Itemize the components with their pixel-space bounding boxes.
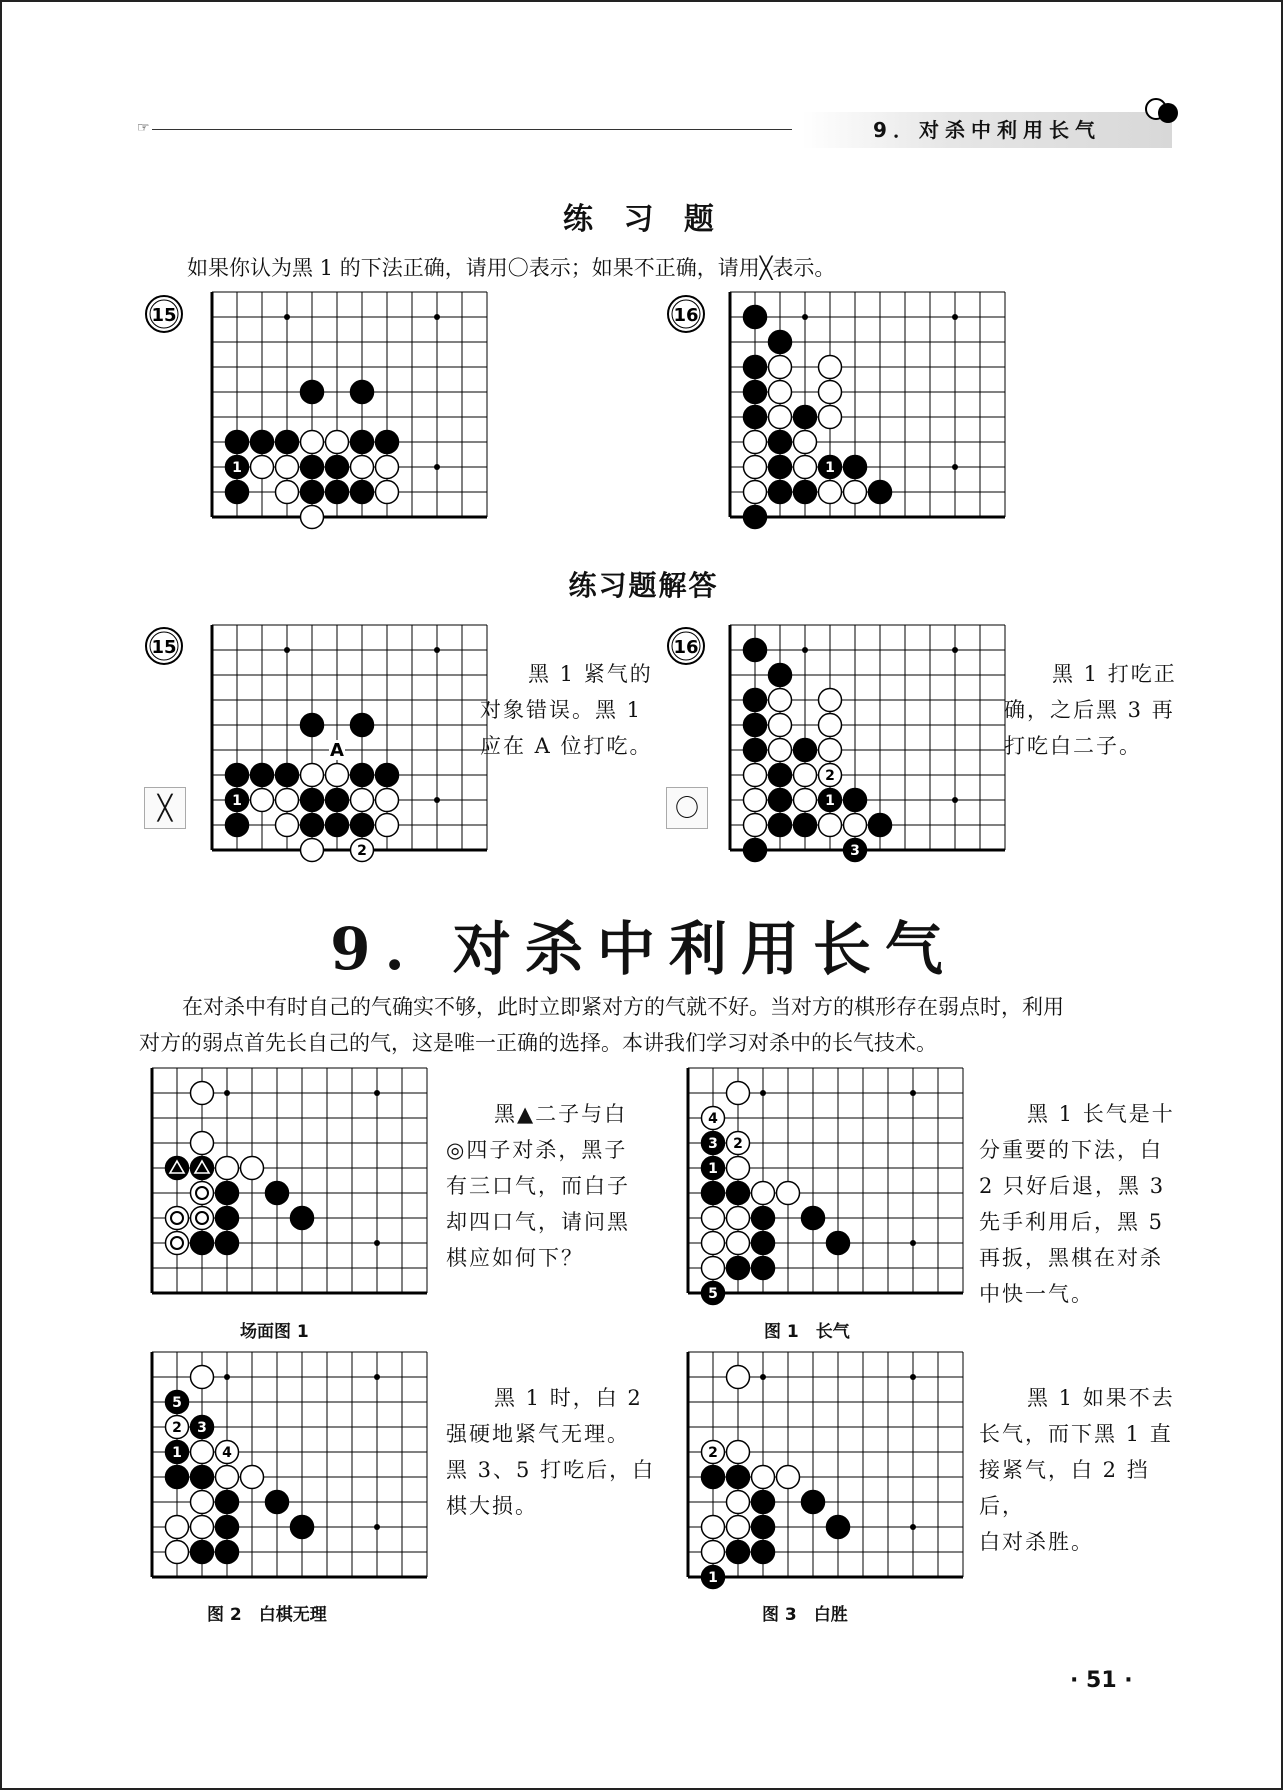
black-stone bbox=[351, 381, 374, 404]
board-figure-1 bbox=[678, 1060, 968, 1330]
black-stone bbox=[769, 814, 792, 837]
white-stone bbox=[191, 1132, 214, 1155]
black-stone bbox=[351, 764, 374, 787]
white-stone bbox=[819, 739, 842, 762]
black-stone bbox=[769, 456, 792, 479]
white-stone bbox=[276, 789, 299, 812]
star-point bbox=[434, 797, 440, 803]
white-stone bbox=[191, 1207, 214, 1230]
black-stone bbox=[226, 764, 249, 787]
white-stone bbox=[702, 1257, 725, 1280]
white-stone bbox=[376, 789, 399, 812]
white-stone bbox=[702, 1441, 725, 1464]
black-stone bbox=[769, 789, 792, 812]
star-point bbox=[374, 1090, 380, 1096]
black-stone bbox=[869, 481, 892, 504]
star-point bbox=[802, 314, 808, 320]
black-stone bbox=[727, 1182, 750, 1205]
star-point bbox=[374, 1240, 380, 1246]
star-point bbox=[760, 1374, 766, 1380]
white-stone bbox=[777, 1466, 800, 1489]
black-stone bbox=[752, 1232, 775, 1255]
svg-text:3: 3 bbox=[708, 1136, 718, 1152]
white-stone bbox=[376, 456, 399, 479]
board-problem-15 bbox=[202, 284, 492, 554]
white-stone bbox=[216, 1157, 239, 1180]
answer-15-number bbox=[143, 625, 185, 667]
white-stone bbox=[251, 789, 274, 812]
black-stone bbox=[727, 1541, 750, 1564]
svg-text:1: 1 bbox=[172, 1445, 182, 1461]
white-stone bbox=[241, 1466, 264, 1489]
black-stone bbox=[226, 456, 249, 479]
white-stone bbox=[727, 1366, 750, 1389]
white-stone bbox=[769, 689, 792, 712]
svg-text:2: 2 bbox=[172, 1420, 182, 1436]
svg-text:1: 1 bbox=[708, 1161, 718, 1177]
star-point bbox=[910, 1240, 916, 1246]
black-stone bbox=[794, 481, 817, 504]
black-stone bbox=[744, 406, 767, 429]
white-stone bbox=[744, 789, 767, 812]
star-point bbox=[952, 314, 958, 320]
white-stone bbox=[276, 814, 299, 837]
star-point bbox=[224, 1090, 230, 1096]
board-label bbox=[329, 740, 345, 761]
black-stone bbox=[744, 714, 767, 737]
answer-15-explanation: 黑 1 紧气的 对象错误。黑 1 应在 A 位打吃。 bbox=[480, 662, 653, 758]
white-stone bbox=[769, 714, 792, 737]
white-stone bbox=[769, 356, 792, 379]
black-stone bbox=[266, 1491, 289, 1514]
white-stone bbox=[769, 406, 792, 429]
running-title: 9．对杀中利用长气 bbox=[802, 112, 1172, 148]
black-stone bbox=[216, 1182, 239, 1205]
black-stone bbox=[769, 331, 792, 354]
black-stone bbox=[326, 481, 349, 504]
star-point bbox=[374, 1374, 380, 1380]
white-stone bbox=[241, 1157, 264, 1180]
white-stone bbox=[769, 381, 792, 404]
black-stone bbox=[266, 1182, 289, 1205]
white-stone bbox=[744, 814, 767, 837]
white-stone bbox=[276, 456, 299, 479]
black-stone bbox=[744, 739, 767, 762]
answers-title: 练习题解答 bbox=[568, 569, 719, 602]
white-stone bbox=[191, 1082, 214, 1105]
white-stone bbox=[794, 456, 817, 479]
white-stone bbox=[376, 481, 399, 504]
white-stone bbox=[191, 1366, 214, 1389]
header-dots-icon bbox=[1142, 97, 1182, 127]
white-stone bbox=[819, 356, 842, 379]
black-stone bbox=[702, 1466, 725, 1489]
black-stone bbox=[752, 1257, 775, 1280]
figure-3-explanation: 黑 1 如果不去 长气，而下黑 1 直 接紧气，白 2 挡后， 白对杀胜。 bbox=[979, 1386, 1175, 1554]
black-stone bbox=[702, 1132, 725, 1155]
white-stone bbox=[166, 1541, 189, 1564]
black-stone bbox=[702, 1157, 725, 1180]
black-stone bbox=[251, 764, 274, 787]
white-stone bbox=[702, 1232, 725, 1255]
white-stone bbox=[301, 431, 324, 454]
figure-2-explanation: 黑 1 时，白 2 强硬地紧气无理。 黑 3、5 打吃后，白 棋大损。 bbox=[446, 1386, 656, 1518]
board-answer-15 bbox=[202, 617, 492, 887]
star-point bbox=[284, 647, 290, 653]
svg-text:1: 1 bbox=[232, 460, 242, 476]
board-figure-2 bbox=[142, 1344, 432, 1614]
svg-text:A: A bbox=[330, 740, 344, 761]
black-stone bbox=[794, 814, 817, 837]
star-point bbox=[910, 1374, 916, 1380]
black-stone bbox=[727, 1257, 750, 1280]
section-title: 9. 对杀中利用长气 bbox=[330, 915, 957, 983]
black-stone bbox=[794, 406, 817, 429]
svg-text:2: 2 bbox=[825, 768, 835, 784]
white-stone bbox=[744, 456, 767, 479]
star-point bbox=[910, 1524, 916, 1530]
problem-15-number bbox=[143, 293, 185, 335]
white-stone bbox=[191, 1516, 214, 1539]
black-stone bbox=[351, 714, 374, 737]
white-stone bbox=[752, 1466, 775, 1489]
board-problem-16 bbox=[720, 284, 1010, 554]
black-stone bbox=[769, 431, 792, 454]
black-stone bbox=[191, 1541, 214, 1564]
white-stone bbox=[819, 764, 842, 787]
svg-text:3: 3 bbox=[850, 843, 860, 859]
black-stone bbox=[301, 456, 324, 479]
white-stone bbox=[326, 764, 349, 787]
black-stone bbox=[191, 1466, 214, 1489]
black-stone bbox=[827, 1232, 850, 1255]
white-stone bbox=[744, 431, 767, 454]
star-point bbox=[910, 1090, 916, 1096]
black-stone bbox=[301, 789, 324, 812]
header-ornament: ☞ bbox=[137, 120, 150, 136]
white-stone bbox=[794, 764, 817, 787]
star-point bbox=[434, 647, 440, 653]
black-stone bbox=[291, 1207, 314, 1230]
section-intro-line-2: 对方的弱点首先长自己的气，这是唯一正确的选择。本讲我们学习对杀中的长气技术。 bbox=[139, 1031, 937, 1055]
black-stone bbox=[276, 764, 299, 787]
white-stone bbox=[744, 481, 767, 504]
black-stone bbox=[376, 764, 399, 787]
white-stone bbox=[351, 789, 374, 812]
black-stone bbox=[226, 789, 249, 812]
black-stone bbox=[744, 306, 767, 329]
black-stone bbox=[752, 1491, 775, 1514]
svg-text:2: 2 bbox=[708, 1445, 718, 1461]
star-point bbox=[802, 647, 808, 653]
star-point bbox=[374, 1524, 380, 1530]
white-stone bbox=[301, 506, 324, 529]
svg-text:4: 4 bbox=[708, 1111, 718, 1127]
white-stone bbox=[819, 714, 842, 737]
black-stone bbox=[166, 1391, 189, 1414]
black-stone bbox=[744, 356, 767, 379]
svg-text:2: 2 bbox=[733, 1136, 743, 1152]
black-stone bbox=[376, 431, 399, 454]
white-stone bbox=[727, 1157, 750, 1180]
svg-text:1: 1 bbox=[708, 1570, 718, 1586]
black-stone bbox=[802, 1207, 825, 1230]
white-stone bbox=[777, 1182, 800, 1205]
white-stone bbox=[216, 1466, 239, 1489]
black-stone bbox=[226, 481, 249, 504]
answer-16-explanation: 黑 1 打吃正 确，之后黑 3 再 打吃白二子。 bbox=[1004, 662, 1177, 758]
white-stone bbox=[166, 1207, 189, 1230]
black-stone bbox=[769, 664, 792, 687]
white-stone bbox=[351, 839, 374, 862]
white-stone bbox=[276, 481, 299, 504]
black-stone bbox=[844, 456, 867, 479]
white-stone bbox=[819, 814, 842, 837]
white-stone bbox=[819, 406, 842, 429]
figure-1-caption: 图 1 长气 bbox=[764, 1322, 850, 1342]
black-stone bbox=[351, 481, 374, 504]
black-stone bbox=[744, 506, 767, 529]
black-stone bbox=[216, 1541, 239, 1564]
section-intro-line-1: 在对杀中有时自己的气确实不够，此时立即紧对方的气就不好。当对方的棋形存在弱点时，利用 bbox=[182, 995, 1064, 1019]
white-stone bbox=[376, 814, 399, 837]
figure-2-caption: 图 2 白棋无理 bbox=[207, 1605, 327, 1625]
black-stone bbox=[191, 1157, 214, 1180]
black-stone bbox=[744, 689, 767, 712]
white-stone bbox=[702, 1541, 725, 1564]
black-stone bbox=[769, 481, 792, 504]
answer-15-cross-mark: ╳ bbox=[144, 787, 186, 829]
white-stone bbox=[702, 1207, 725, 1230]
black-stone bbox=[744, 381, 767, 404]
white-stone bbox=[702, 1516, 725, 1539]
white-stone bbox=[727, 1132, 750, 1155]
white-stone bbox=[166, 1516, 189, 1539]
black-stone bbox=[326, 456, 349, 479]
black-stone bbox=[166, 1441, 189, 1464]
svg-text:1: 1 bbox=[825, 460, 835, 476]
white-stone bbox=[351, 456, 374, 479]
black-stone bbox=[819, 789, 842, 812]
black-stone bbox=[844, 839, 867, 862]
black-stone bbox=[326, 814, 349, 837]
white-stone bbox=[326, 431, 349, 454]
white-stone bbox=[727, 1232, 750, 1255]
star-point bbox=[434, 464, 440, 470]
svg-text:16: 16 bbox=[673, 637, 699, 658]
white-stone bbox=[727, 1516, 750, 1539]
white-stone bbox=[819, 381, 842, 404]
black-stone bbox=[702, 1566, 725, 1589]
black-stone bbox=[819, 456, 842, 479]
svg-text:15: 15 bbox=[151, 305, 177, 326]
black-stone bbox=[216, 1207, 239, 1230]
star-point bbox=[952, 797, 958, 803]
star-point bbox=[760, 1090, 766, 1096]
white-stone bbox=[166, 1416, 189, 1439]
page-number: · 51 · bbox=[1070, 1668, 1133, 1693]
svg-text:15: 15 bbox=[151, 637, 177, 658]
black-stone bbox=[727, 1466, 750, 1489]
star-point bbox=[952, 464, 958, 470]
board-scene-1 bbox=[142, 1060, 432, 1330]
svg-text:5: 5 bbox=[172, 1395, 182, 1411]
black-stone bbox=[827, 1516, 850, 1539]
black-stone bbox=[752, 1207, 775, 1230]
header-rule bbox=[152, 129, 792, 130]
star-point bbox=[434, 314, 440, 320]
black-stone bbox=[844, 789, 867, 812]
white-stone bbox=[769, 739, 792, 762]
scene-1-caption: 场面图 1 bbox=[240, 1322, 309, 1342]
black-stone bbox=[291, 1516, 314, 1539]
answer-16-circle-mark: 〇 bbox=[666, 787, 708, 829]
black-stone bbox=[216, 1516, 239, 1539]
black-stone bbox=[191, 1232, 214, 1255]
svg-text:3: 3 bbox=[197, 1420, 207, 1436]
white-stone bbox=[216, 1441, 239, 1464]
white-stone bbox=[744, 764, 767, 787]
black-stone bbox=[301, 381, 324, 404]
white-stone bbox=[727, 1082, 750, 1105]
white-stone bbox=[844, 481, 867, 504]
white-stone bbox=[819, 689, 842, 712]
black-stone bbox=[794, 739, 817, 762]
white-stone bbox=[191, 1182, 214, 1205]
black-stone bbox=[166, 1157, 189, 1180]
white-stone bbox=[301, 764, 324, 787]
svg-text:4: 4 bbox=[222, 1445, 232, 1461]
star-point bbox=[952, 647, 958, 653]
black-stone bbox=[166, 1466, 189, 1489]
white-stone bbox=[727, 1491, 750, 1514]
exercise-instruction: 如果你认为黑 1 的下法正确，请用〇表示；如果不正确，请用╳表示。 bbox=[187, 256, 836, 280]
white-stone bbox=[819, 481, 842, 504]
white-stone bbox=[844, 814, 867, 837]
black-stone bbox=[191, 1416, 214, 1439]
black-stone bbox=[251, 431, 274, 454]
white-stone bbox=[166, 1232, 189, 1255]
black-stone bbox=[226, 431, 249, 454]
star-point bbox=[224, 1374, 230, 1380]
black-stone bbox=[869, 814, 892, 837]
black-stone bbox=[802, 1491, 825, 1514]
svg-text:1: 1 bbox=[825, 793, 835, 809]
problem-16-number bbox=[665, 293, 707, 335]
black-stone bbox=[744, 639, 767, 662]
white-stone bbox=[727, 1441, 750, 1464]
black-stone bbox=[216, 1491, 239, 1514]
black-stone bbox=[301, 814, 324, 837]
black-stone bbox=[702, 1282, 725, 1305]
answer-16-number bbox=[665, 625, 707, 667]
white-stone bbox=[794, 789, 817, 812]
black-stone bbox=[752, 1516, 775, 1539]
black-stone bbox=[226, 814, 249, 837]
black-stone bbox=[216, 1232, 239, 1255]
figure-3-caption: 图 3 白胜 bbox=[762, 1605, 848, 1625]
board-figure-3 bbox=[678, 1344, 968, 1614]
black-stone bbox=[752, 1541, 775, 1564]
board-answer-16 bbox=[720, 617, 1010, 887]
white-stone bbox=[727, 1207, 750, 1230]
black-stone bbox=[769, 764, 792, 787]
figure-1-explanation: 黑 1 长气是十 分重要的下法，白 2 只好后退，黑 3 先手利用后，黑 5 再扳，黑棋在对杀 中快一气。 bbox=[979, 1102, 1175, 1306]
black-stone bbox=[351, 431, 374, 454]
scene-1-explanation: 黑▲二子与白 ◎四子对杀，黑子 有三口气，而白子 却四口气，请问黑 棋应如何下？ bbox=[446, 1102, 630, 1270]
svg-text:16: 16 bbox=[673, 305, 699, 326]
exercise-title: 练 习 题 bbox=[563, 202, 724, 237]
black-stone bbox=[276, 431, 299, 454]
white-stone bbox=[752, 1182, 775, 1205]
star-point bbox=[284, 314, 290, 320]
black-stone bbox=[301, 714, 324, 737]
black-stone bbox=[351, 814, 374, 837]
white-stone bbox=[191, 1491, 214, 1514]
white-stone bbox=[191, 1441, 214, 1464]
svg-text:5: 5 bbox=[708, 1286, 718, 1302]
black-stone bbox=[301, 481, 324, 504]
svg-text:1: 1 bbox=[232, 793, 242, 809]
white-stone bbox=[301, 839, 324, 862]
black-stone bbox=[702, 1182, 725, 1205]
svg-text:2: 2 bbox=[357, 843, 367, 859]
white-stone bbox=[251, 456, 274, 479]
white-stone bbox=[702, 1107, 725, 1130]
black-stone bbox=[744, 839, 767, 862]
black-stone bbox=[326, 789, 349, 812]
white-stone bbox=[794, 431, 817, 454]
